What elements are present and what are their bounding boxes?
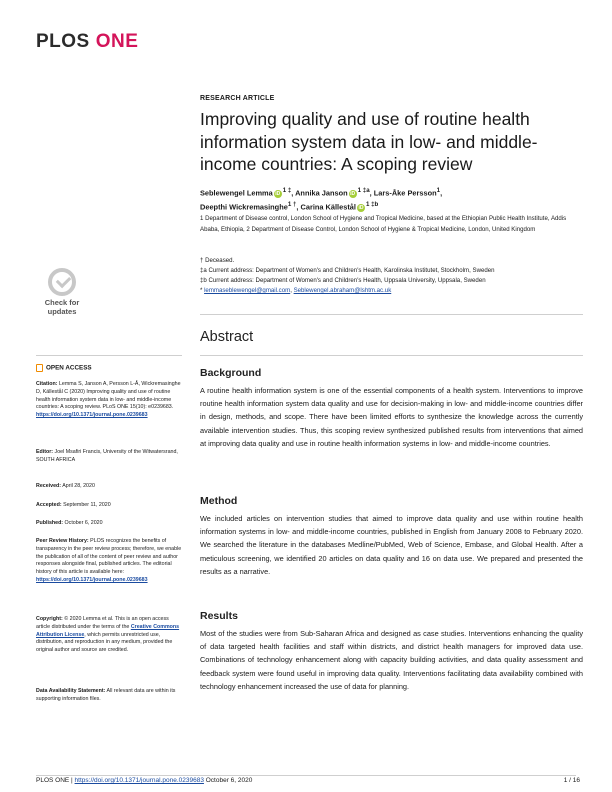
data-availability-text: All relevant data are within its supporting information files. (36, 688, 176, 702)
published-label: Published: (36, 520, 64, 526)
journal-logo (36, 31, 138, 53)
license-link[interactable]: Creative Commons Attribution License (36, 623, 180, 638)
received-block (36, 483, 182, 491)
author-sep: , (440, 188, 443, 198)
author-sup: 1 ‡b (365, 201, 379, 209)
email-sep: , (290, 287, 294, 294)
background-heading: Background (200, 367, 262, 379)
open-lock-icon (36, 364, 43, 372)
published-block (36, 520, 182, 528)
author-sup: 1 (436, 187, 441, 194)
author-sup: 1 ‡a (357, 187, 370, 194)
page-footer (36, 777, 252, 784)
open-access-label: OPEN ACCESS (46, 364, 92, 372)
affiliations: 1 Department of Disease control, London School of Hygiene and Tropical Medicine, based at the Ethiopian Public Health Institute, Addis Ababa, Ethiopia, 2 Department of Disease Control, London School of Hygiene & Tropical Medicine, London, United Kingdom (200, 215, 567, 233)
page-number: 1 / 16 (563, 777, 580, 784)
author-list (200, 185, 590, 214)
editor-label: Editor: (36, 449, 54, 455)
author-notes (200, 256, 585, 296)
copyright-text-end: , which permits unrestricted use, distribution, and reproduction in any medium, provided the original author and source are credited. (36, 631, 173, 654)
divider (200, 314, 583, 315)
check-for-updates-badge[interactable] (36, 266, 88, 324)
received-label: Received: (36, 483, 62, 489)
author-sup: 1 ‡ (282, 187, 292, 194)
author-name[interactable]: , Carina Källestål (296, 202, 356, 212)
footer-doi-link[interactable]: https://doi.org/10.1371/journal.pone.0239683 (74, 777, 204, 784)
note-address-a: ‡a Current address: Department of Women's and Children's Health, Karolinska Institutet, Stockholm, Sweden (200, 267, 495, 274)
footer-divider (36, 775, 576, 776)
logo-plos: PLOS (36, 31, 90, 52)
accepted-label: Accepted: (36, 502, 62, 508)
correspondence (200, 286, 585, 296)
note-deceased: † Deceased. (200, 257, 235, 264)
author-name[interactable]: Seblewengel Lemma (200, 188, 273, 198)
footer-journal: PLOS ONE | (36, 777, 75, 784)
divider (200, 355, 583, 356)
background-paragraph: A routine health information system is one of the essential components of a health system. Interventions to improve routine health information system data quality and use for decision-making in low- and middle-income countries differ in design, methods, and scope. There have been limited efforts to synthesize the knowledge across the currently available intervention studies. Thus, this scoping review synthesized published results from interventions that aimed at improving data quality and use in routine health information systems in low- and middle-income countries. (200, 386, 583, 448)
footer-date: October 6, 2020 (203, 777, 253, 784)
orcid-icon[interactable]: iD (358, 204, 364, 211)
peer-review-link[interactable]: https://doi.org/10.1371/journal.pone.0239683 (36, 576, 148, 583)
email-link[interactable]: Seblewengel.abraham@lshtm.ac.uk (293, 287, 392, 294)
citation-block (36, 381, 182, 420)
author-sup: 1 † (287, 201, 297, 209)
data-availability-block (36, 688, 182, 704)
check-mark-icon (48, 268, 76, 296)
results-paragraph: Most of the studies were from Sub-Saharan Africa and designed as case studies. Interventions enhancing the quality of data targeted health facilities and staff within districts, and district health managers for improved data use. Combinations of technology enhancement along with capacity building activities, and data quality assessment and feedback system were found useful in improving data quality. Interventions facilitating data availability combined with technology enhancement increased the use of data for planning. (200, 629, 583, 691)
accepted-block (36, 502, 182, 510)
peer-review-label: Peer Review History: (36, 538, 89, 544)
logo-one: ONE (95, 31, 139, 52)
email-prefix: * (200, 287, 205, 294)
peer-review-block (36, 538, 182, 585)
author-name[interactable]: Deepthi Wickremasinghe (200, 202, 288, 212)
article-type: RESEARCH ARTICLE (200, 95, 275, 102)
results-heading: Results (200, 610, 238, 622)
published-text: October 6, 2020 (63, 520, 103, 526)
method-paragraph: We included articles on intervention studies that aimed to improve data quality and use within routine health information systems in low- and middle-income countries, published in English from January 2008 to February 2020. We searched the literature in the databases Medline/PubMed, Web of Science, Embase, and Global Health. After a meticulous screening, we identified 20 articles on data quality and 16 on data use. We prepared and presented the results as a narrative. (200, 514, 583, 576)
data-availability-label: Data Availability Statement: (36, 688, 106, 694)
email-link[interactable]: lemmaseblewengel@gmail.com (204, 287, 291, 294)
orcid-icon[interactable]: iD (350, 190, 356, 197)
peer-review-text: PLOS recognizes the benefits of transparency in the peer review process; therefore, we enable the publication of all of the content of peer review and author responses alongside final, published articles. The editorial history of this article is available here: (36, 538, 182, 576)
method-heading: Method (200, 495, 238, 507)
citation-doi-link[interactable]: https://doi.org/10.1371/journal.pone.0239683 (36, 412, 148, 419)
accepted-text: September 11, 2020 (61, 502, 111, 508)
abstract-heading: Abstract (200, 329, 254, 345)
copyright-label: Copyright: (36, 616, 63, 622)
author-name[interactable]: , Annika Janson (291, 188, 348, 198)
copyright-text: © 2020 Lemma et al. This is an open access article distributed under the terms of the (36, 616, 169, 630)
check-updates-label: Check for updates (44, 298, 80, 316)
orcid-icon[interactable]: iD (275, 190, 281, 197)
article-title: Improving quality and use of routine health information system data in low- and middle-income countries: A scoping review (200, 109, 538, 174)
sidebar-divider (36, 355, 182, 356)
note-address-b: ‡b Current address: Department of Women's and Children's Health, Uppsala University, Uppsala, Sweden (200, 277, 486, 284)
editor-block (36, 449, 182, 465)
copyright-block (36, 616, 182, 655)
received-text: April 28, 2020 (61, 483, 95, 489)
author-name[interactable]: , Lars-Åke Persson (369, 188, 437, 198)
open-access-badge (36, 364, 92, 372)
citation-label: Citation: (36, 381, 58, 387)
editor-text: Joel Msafiri Francis, University of the Witwatersrand, SOUTH AFRICA (36, 449, 178, 463)
citation-text: Lemma S, Janson A, Persson L-Å, Wickremasinghe D, Källestål C (2020) Improving quality and use of routine health information system data in low- and middle-income countries: A scoping review. PLoS ONE 15(10): e0239683. (36, 381, 181, 411)
